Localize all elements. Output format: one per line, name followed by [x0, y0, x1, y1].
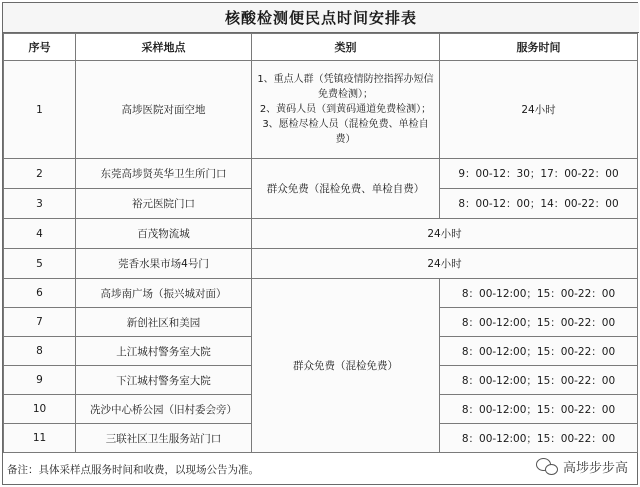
row-seq: 3 [4, 189, 76, 219]
header-seq: 序号 [4, 34, 76, 61]
row-location: 东莞高埗贤英华卫生所门口 [76, 159, 252, 189]
row-hours: 8：00-12：00；14：00-22：00 [440, 189, 638, 219]
row-category: 群众免费（混检免费、单检自费） [252, 159, 440, 219]
row-location: 冼沙中心桥公园（旧村委会旁） [76, 395, 252, 424]
row-category: 群众免费（混检免费） [252, 279, 440, 453]
header-hours: 服务时间 [440, 34, 638, 61]
category-line: 3、愿检尽检人员（混检免费、单检自费） [262, 119, 429, 145]
watermark [536, 450, 628, 482]
wechat-icon [536, 457, 558, 475]
table-row [4, 279, 638, 308]
watermark-text: 高埗步步高 [562, 460, 628, 476]
table-row [4, 159, 638, 189]
schedule-sheet [2, 2, 638, 485]
row-hours: 24小时 [440, 61, 638, 159]
category-line: 1、重点人群（凭镇疫情防控指挥办短信免费检测）； [257, 74, 434, 100]
row-location: 上江城村警务室大院 [76, 337, 252, 366]
row-hours: 8：00-12:00；15：00-22：00 [440, 366, 638, 395]
row-hours: 8：00-12:00；15：00-22：00 [440, 395, 638, 424]
row-location: 莞香水果市场4号门 [76, 249, 252, 279]
row-hours: 8：00-12:00；15：00-22：00 [440, 424, 638, 453]
row-seq: 10 [4, 395, 76, 424]
row-location: 百茂物流城 [76, 219, 252, 249]
row-hours: 8：00-12:00；15：00-22：00 [440, 308, 638, 337]
schedule-table [3, 33, 638, 453]
row-seq: 4 [4, 219, 76, 249]
header-category: 类别 [252, 34, 440, 61]
row-category [252, 61, 440, 159]
row-location: 高埗医院对面空地 [76, 61, 252, 159]
table-row [4, 219, 638, 249]
table-row [4, 249, 638, 279]
page-title: 核酸检测便民点时间安排表 [3, 3, 639, 33]
table-row [4, 61, 638, 159]
row-seq: 11 [4, 424, 76, 453]
row-seq: 9 [4, 366, 76, 395]
row-hours: 24小时 [252, 249, 638, 279]
row-seq: 6 [4, 279, 76, 308]
row-hours: 24小时 [252, 219, 638, 249]
row-seq: 8 [4, 337, 76, 366]
row-location: 高埗南广场（振兴城对面） [76, 279, 252, 308]
row-hours: 8：00-12:00；15：00-22：00 [440, 337, 638, 366]
row-location: 三联社区卫生服务站门口 [76, 424, 252, 453]
row-location: 下江城村警务室大院 [76, 366, 252, 395]
row-seq: 5 [4, 249, 76, 279]
header-location: 采样地点 [76, 34, 252, 61]
row-hours: 9：00-12：30；17：00-22：00 [440, 159, 638, 189]
row-hours: 8：00-12:00；15：00-22：00 [440, 279, 638, 308]
row-location: 新创社区和美园 [76, 308, 252, 337]
row-location: 裕元医院门口 [76, 189, 252, 219]
category-line: 2、黄码人员（到黄码通道免费检测）； [259, 104, 432, 115]
footnote: 备注：具体采样点服务时间和收费，以现场公告为准。 [7, 464, 259, 476]
row-seq: 1 [4, 61, 76, 159]
row-seq: 7 [4, 308, 76, 337]
row-seq: 2 [4, 159, 76, 189]
